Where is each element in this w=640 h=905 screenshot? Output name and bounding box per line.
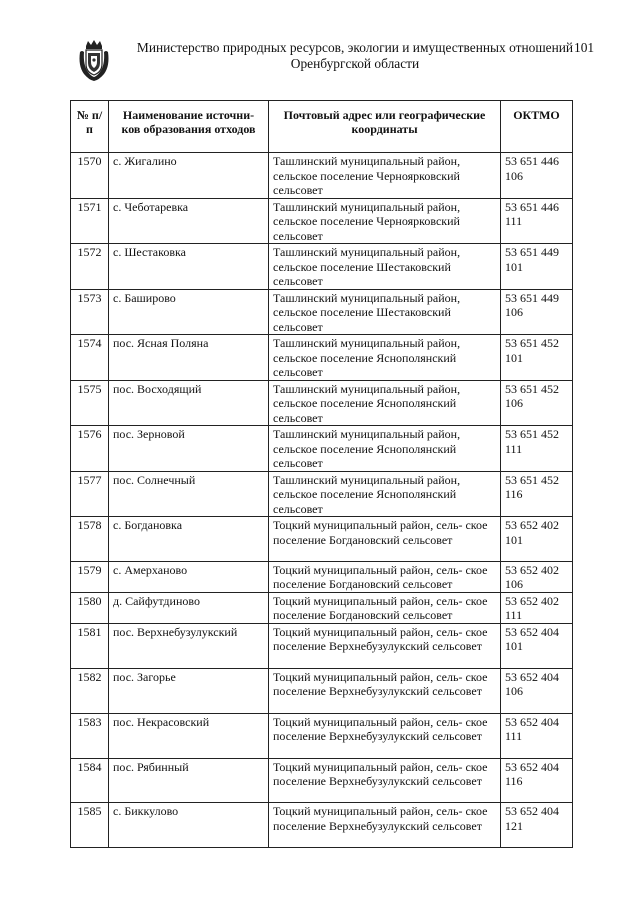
row-number: 1572 — [71, 244, 109, 290]
source-name: д. Сайфутдиново — [109, 592, 269, 623]
row-number: 1576 — [71, 426, 109, 472]
oktmo-code: 53 652 404 106 — [501, 668, 573, 713]
page-header — [0, 30, 640, 80]
oktmo-code: 53 652 402 106 — [501, 561, 573, 592]
page-number: 101 — [574, 40, 595, 55]
table-row — [71, 244, 573, 290]
address: Ташлинский муниципальный район, сельское поселение Яснополянский сельсовет — [269, 426, 501, 472]
source-name: пос. Загорье — [109, 668, 269, 713]
row-number: 1574 — [71, 335, 109, 381]
address: Тоцкий муниципальный район, сель- ское поселение Богдановский сельсовет — [269, 517, 501, 562]
column-header-source-name: Наименование источни- ков образования отходов — [109, 101, 269, 153]
column-header-number: № п/п — [71, 101, 109, 153]
source-name: с. Амерханово — [109, 561, 269, 592]
table-row — [71, 803, 573, 848]
source-name: пос. Ясная Поляна — [109, 335, 269, 381]
oktmo-code: 53 651 449 101 — [501, 244, 573, 290]
source-name: с. Биккулово — [109, 803, 269, 848]
source-name: с. Чеботаревка — [109, 198, 269, 244]
oktmo-code: 53 652 402 111 — [501, 592, 573, 623]
source-name: пос. Верхнебузулукский — [109, 623, 269, 668]
table-row — [71, 380, 573, 426]
row-number: 1578 — [71, 517, 109, 562]
table-row — [71, 561, 573, 592]
table-row — [71, 289, 573, 335]
table-row — [71, 517, 573, 562]
oktmo-code: 53 652 404 116 — [501, 758, 573, 803]
source-name: с. Жигалино — [109, 153, 269, 199]
address: Ташлинский муниципальный район, сельское поселение Яснополянский сельсовет — [269, 380, 501, 426]
table-row — [71, 198, 573, 244]
ministry-title — [120, 40, 590, 72]
source-name: пос. Рябинный — [109, 758, 269, 803]
address: Тоцкий муниципальный район, сель- ское поселение Верхнебузулукский сельсовет — [269, 623, 501, 668]
oktmo-code: 53 651 446 106 — [501, 153, 573, 199]
row-number: 1581 — [71, 623, 109, 668]
oktmo-code: 53 651 452 111 — [501, 426, 573, 472]
address: Ташлинский муниципальный район, сельское поселение Яснополянский сельсовет — [269, 471, 501, 517]
source-name: пос. Некрасовский — [109, 713, 269, 758]
source-name: с. Баширово — [109, 289, 269, 335]
address: Тоцкий муниципальный район, сель- ское поселение Верхнебузулукский сельсовет — [269, 668, 501, 713]
ministry-title-line2: Оренбургской области — [290, 56, 420, 71]
row-number: 1571 — [71, 198, 109, 244]
row-number: 1570 — [71, 153, 109, 199]
address: Ташлинский муниципальный район, сельское поселение Черноярковский сельсовет — [269, 198, 501, 244]
oktmo-code: 53 651 452 116 — [501, 471, 573, 517]
address: Ташлинский муниципальный район, сельское поселение Шестаковский сельсовет — [269, 244, 501, 290]
source-name: пос. Солнечный — [109, 471, 269, 517]
table-header-row — [71, 101, 573, 153]
source-name: пос. Зерновой — [109, 426, 269, 472]
oktmo-code: 53 652 404 101 — [501, 623, 573, 668]
waste-sources-table — [70, 100, 573, 848]
table-row — [71, 335, 573, 381]
row-number: 1583 — [71, 713, 109, 758]
table-row — [71, 623, 573, 668]
oktmo-code: 53 652 404 111 — [501, 713, 573, 758]
table-row — [71, 668, 573, 713]
column-header-address: Почтовый адрес или географические координаты — [269, 101, 501, 153]
source-name: с. Шестаковка — [109, 244, 269, 290]
row-number: 1584 — [71, 758, 109, 803]
row-number: 1582 — [71, 668, 109, 713]
oktmo-code: 53 652 402 101 — [501, 517, 573, 562]
address: Тоцкий муниципальный район, сель- ское поселение Верхнебузулукский сельсовет — [269, 803, 501, 848]
oktmo-code: 53 652 404 121 — [501, 803, 573, 848]
row-number: 1585 — [71, 803, 109, 848]
source-name: пос. Восходящий — [109, 380, 269, 426]
oktmo-code: 53 651 446 111 — [501, 198, 573, 244]
address: Тоцкий муниципальный район, сель- ское поселение Верхнебузулукский сельсовет — [269, 758, 501, 803]
coat-of-arms-icon — [76, 40, 112, 82]
row-number: 1577 — [71, 471, 109, 517]
row-number: 1579 — [71, 561, 109, 592]
table-row — [71, 713, 573, 758]
address: Тоцкий муниципальный район, сель- ское поселение Богдановский сельсовет — [269, 592, 501, 623]
source-name: с. Богдановка — [109, 517, 269, 562]
oktmo-code: 53 651 449 106 — [501, 289, 573, 335]
column-header-oktmo: ОКТМО — [501, 101, 573, 153]
ministry-title-line1: Министерство природных ресурсов, экологии и имущественных отношений — [136, 40, 574, 55]
address: Ташлинский муниципальный район, сельское поселение Яснополянский сельсовет — [269, 335, 501, 381]
oktmo-code: 53 651 452 101 — [501, 335, 573, 381]
table-row — [71, 592, 573, 623]
address: Тоцкий муниципальный район, сель- ское поселение Богдановский сельсовет — [269, 561, 501, 592]
address: Ташлинский муниципальный район, сельское поселение Черноярковский сельсовет — [269, 153, 501, 199]
row-number: 1573 — [71, 289, 109, 335]
oktmo-code: 53 651 452 106 — [501, 380, 573, 426]
address: Ташлинский муниципальный район, сельское поселение Шестаковский сельсовет — [269, 289, 501, 335]
row-number: 1575 — [71, 380, 109, 426]
table-row — [71, 471, 573, 517]
address: Тоцкий муниципальный район, сель- ское поселение Верхнебузулукский сельсовет — [269, 713, 501, 758]
table-row — [71, 758, 573, 803]
table-row — [71, 153, 573, 199]
row-number: 1580 — [71, 592, 109, 623]
table-row — [71, 426, 573, 472]
